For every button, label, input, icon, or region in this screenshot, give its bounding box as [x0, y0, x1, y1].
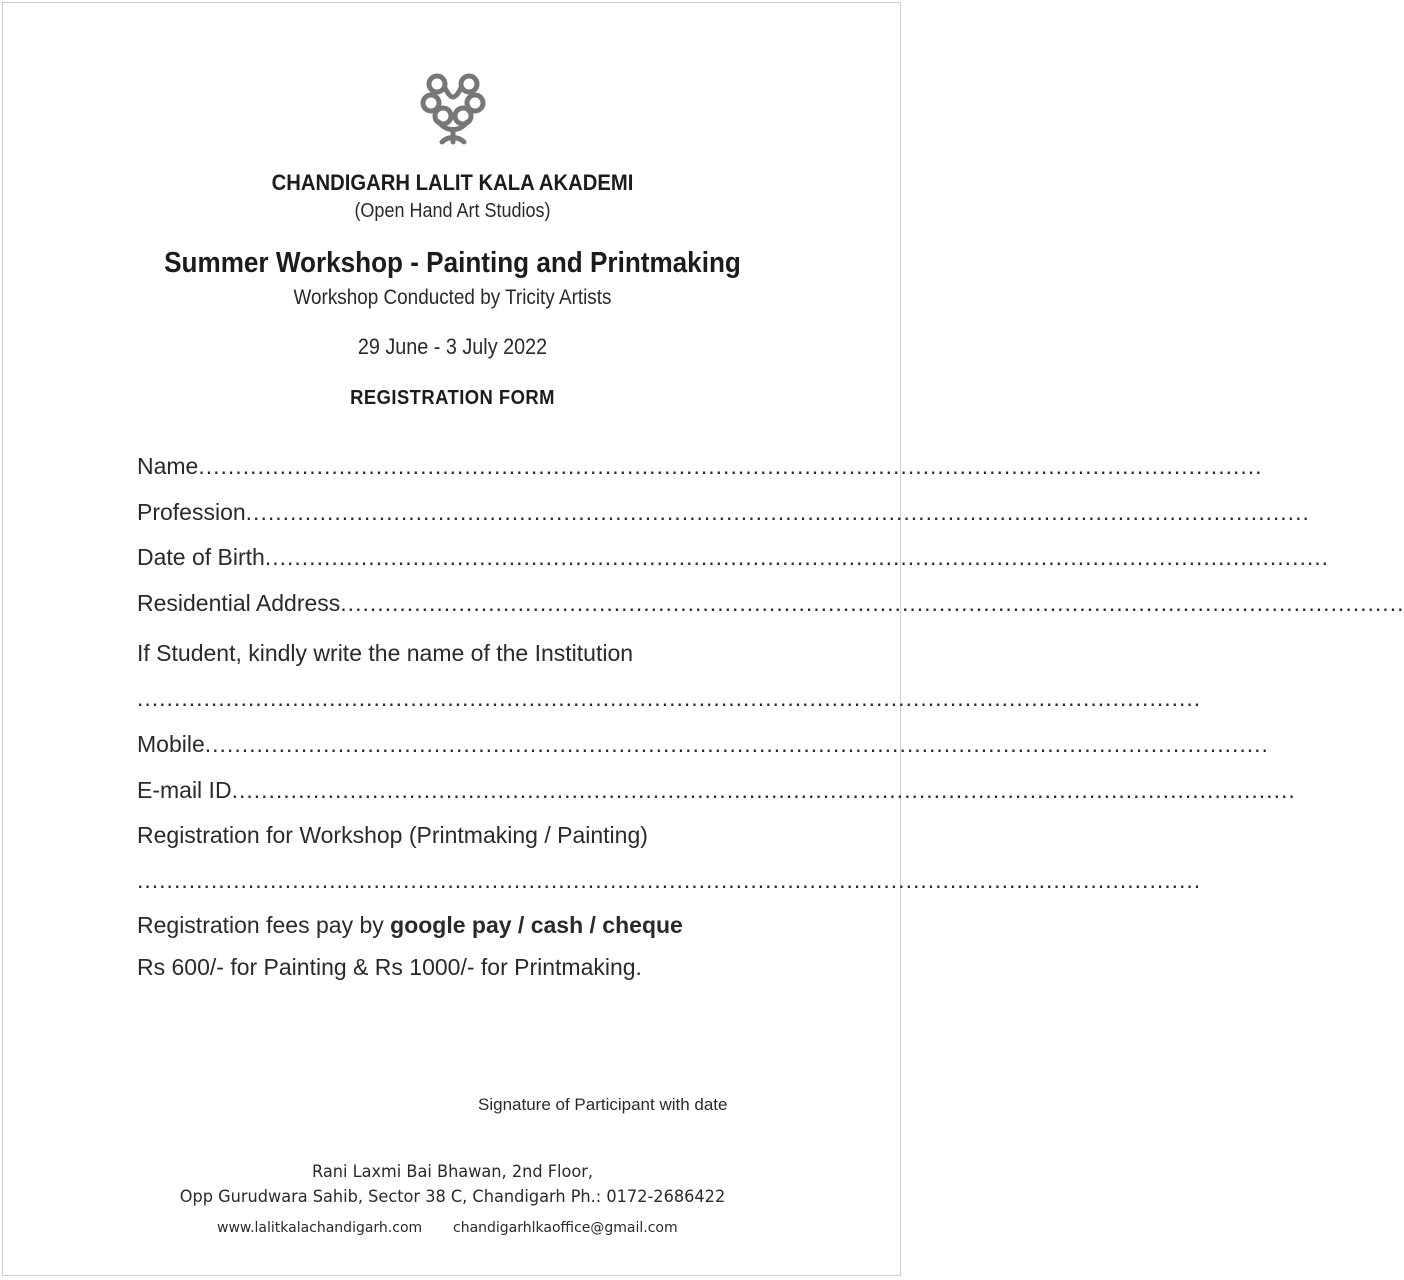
profession-label: Profession — [137, 499, 246, 525]
workshop-choice-dotted-line: ................................................................................................................................................ — [137, 867, 1202, 893]
org-name: CHANDIGARH LALIT KALA AKADEMI — [271, 170, 634, 195]
institution-field[interactable] — [137, 685, 1202, 712]
email-field[interactable] — [137, 777, 1296, 804]
signature-label: Signature of Participant with date — [478, 1095, 728, 1114]
footer-address-line2: Opp Gurudwara Sahib, Sector 38 C, Chandigarh Ph.: 0172-2686422 — [179, 1187, 726, 1207]
mobile-label: Mobile — [137, 731, 205, 757]
address-label: Residential Address — [137, 590, 341, 616]
workshop-dates: 29 June - 3 July 2022 — [357, 334, 548, 359]
mobile-dotted-line: ................................................................................................................................................ — [204, 731, 1269, 757]
profession-field[interactable] — [137, 499, 1310, 526]
workshop-choice-field[interactable] — [137, 867, 1202, 894]
fees-amounts: Rs 600/- for Painting & Rs 1000/- for Printmaking. — [137, 954, 642, 980]
workshop-title: Summer Workshop - Painting and Printmaking — [164, 247, 741, 279]
workshop-subtitle: Workshop Conducted by Tricity Artists — [293, 286, 612, 309]
dob-dotted-line: ................................................................................................................................................ — [264, 544, 1330, 570]
name-dotted-line: ................................................................................................................................................ — [198, 453, 1263, 479]
dob-field[interactable] — [137, 544, 1330, 571]
fees-payment-line — [137, 912, 683, 939]
form-title: REGISTRATION FORM — [350, 387, 555, 409]
mobile-field[interactable] — [137, 731, 1269, 758]
email-label: E-mail ID — [137, 777, 232, 803]
fees-prefix: Registration fees pay by — [137, 912, 391, 938]
student-institution-label: If Student, kindly write the name of the Institution — [137, 640, 634, 666]
name-label: Name — [137, 453, 199, 479]
workshop-choice-label: Registration for Workshop (Printmaking / Painting) — [137, 822, 648, 848]
profession-dotted-line: ................................................................................................................................................ — [245, 499, 1310, 525]
akademi-logo-icon — [416, 70, 490, 146]
fees-methods: google pay / cash / cheque — [390, 912, 683, 938]
dob-label: Date of Birth — [137, 544, 265, 570]
footer-website-link[interactable]: www.lalitkalachandigarh.com — [217, 1220, 423, 1236]
footer-email-link[interactable]: chandigarhlkaoffice@gmail.com — [453, 1220, 678, 1236]
footer-address-line1: Rani Laxmi Bai Bhawan, 2nd Floor, — [311, 1162, 594, 1182]
address-dotted-line: ................................................................................................................................................ — [340, 590, 1404, 616]
institution-dotted-line: ................................................................................................................................................ — [137, 685, 1202, 711]
address-field[interactable] — [137, 590, 1404, 617]
name-field[interactable] — [137, 453, 1263, 480]
org-subtitle: (Open Hand Art Studios) — [354, 200, 551, 222]
email-dotted-line: ................................................................................................................................................ — [231, 777, 1296, 803]
